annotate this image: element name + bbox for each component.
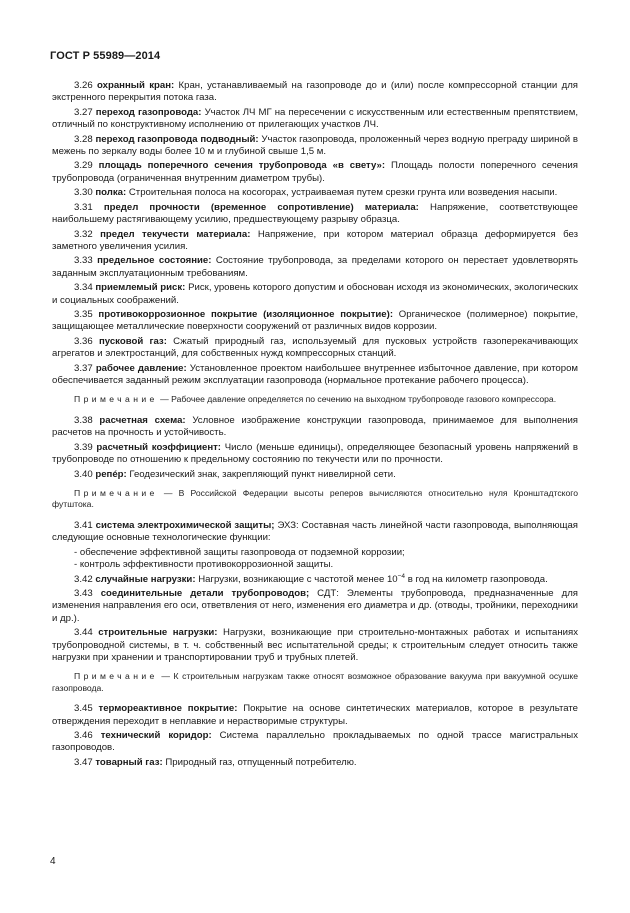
definition-entry <box>52 202 578 227</box>
entry-number: 3.29 <box>74 160 93 172</box>
entry-text: Геодезический знак, закрепляющий пункт нивелирной сети. <box>129 468 396 480</box>
entry-text: Риск, уровень которого допустим и обоснован исходя из экономических, экологических и социальных соображений. <box>52 282 578 306</box>
note-label: Примечание <box>74 487 158 498</box>
entry-term: переход газопровода подводный: <box>95 133 259 145</box>
entry-text: Кран, устанавливаемый на газопроводе до и (или) после компрессорной станции для экстренного перекрытия потока газа. <box>52 80 578 104</box>
entry-text: Участок газопровода, проложенный через водную преграду шириной в межень по зеркалу воды более 10 м и глубиной свыше 1,5 м. <box>52 133 578 157</box>
entry-text: ЭХЗ: Составная часть линейной части газопровода, выполняющая следующие основные технологические функции: <box>52 519 578 544</box>
note-text: — К строительным нагрузкам также относят возможное образование вакуума при вакуумной осушке газопровода. <box>52 671 578 693</box>
definition-entry <box>52 363 578 388</box>
entry-number: 3.46 <box>74 730 93 742</box>
list-item: - контроль эффективности противокоррозионной защиты. <box>74 559 334 571</box>
note-construction-loads <box>52 671 578 694</box>
entry-text: СДТ: Элементы трубопровода, предназначенные для изменения направления его оси, ответвления от него, изменения его диаметра и др. (отводы, тройники, переходники и др.). <box>52 588 578 624</box>
entry-number: 3.39 <box>74 441 93 453</box>
entry-number: 3.37 <box>74 362 93 374</box>
entry-text: Условное изображение конструкции газопровода, принимаемое для выполнения расчетов на прочность и устойчивость. <box>52 414 579 439</box>
entry-number: 3.40 <box>74 468 93 480</box>
entry-number: 3.47 <box>74 756 93 768</box>
entry-term: репéр: <box>95 468 127 480</box>
definition-entry <box>52 255 578 280</box>
entry-text: Участок ЛЧ МГ на пересечении с искусственным или естественным препятствием, отличный по конструктивному исполнению от прилегающих участков ЛЧ. <box>52 106 579 131</box>
entry-term: предельное состояние: <box>97 255 212 267</box>
entry-number: 3.31 <box>74 201 93 213</box>
entry-number: 3.43 <box>74 588 93 600</box>
entry-text-continued: в год на километр газопровода. <box>405 573 548 585</box>
entry-term: предел прочности (временное сопротивление) материала: <box>103 201 419 213</box>
note-working-pressure <box>52 394 578 406</box>
entry-number: 3.33 <box>74 255 93 267</box>
entry-term: полка: <box>95 187 127 199</box>
definition-entry <box>52 309 578 334</box>
entry-term: охранный кран: <box>97 80 175 91</box>
entry-number: 3.42 <box>74 573 93 585</box>
entry-text: Покрытие на основе синтетических материалов, которое в результате отверждения переходит в неплавкие и нерастворимые структуры. <box>52 703 579 727</box>
entry-text: Органическое (полимерное) покрытие, защищающее металлические поверхности сооружений от различных видов коррозии. <box>52 309 579 333</box>
definitions-block-2 <box>52 415 578 481</box>
entry-term: расчетный коэффициент: <box>96 441 222 453</box>
entry-term: рабочее давление: <box>95 362 187 374</box>
definition-entry <box>52 627 578 664</box>
entry-term: случайные нагрузки: <box>95 573 196 585</box>
entry-term: система электрохимической защиты; <box>95 519 275 531</box>
entry-number: 3.34 <box>74 282 93 294</box>
entry-text: Напряжение, при котором материал образца деформируется без заметного увеличения усилия. <box>52 228 578 252</box>
entry-number: 3.45 <box>74 703 93 715</box>
entry-text: Число (меньше единицы), определяющее безопасный уровень напряжений в трубопроводе по отношению к предельному состоянию по текучести или по прочности. <box>52 441 579 466</box>
entry-term: площадь поперечного сечения трубопровода «в свету»: <box>98 160 386 172</box>
entry-term: строительные нагрузки: <box>98 627 218 639</box>
entry-term: противокоррозионное покрытие (изоляционное покрытие): <box>98 309 394 321</box>
entry-text: Площадь полости поперечного сечения трубопровода (ограниченная внутренним диаметром трубы). <box>52 160 578 184</box>
definition-entry <box>52 229 578 254</box>
document-header: ГОСТ Р 55989—2014 <box>50 50 161 62</box>
entry-term: термореактивное покрытие: <box>98 703 238 715</box>
exponent: −4 <box>397 572 406 580</box>
entry-term: соединительные детали трубопроводов; <box>100 588 310 600</box>
entry-term: предел текучести материала: <box>100 228 251 240</box>
entry-text: Сжатый природный газ, используемый для пусковых устройств газоперекачивающих агрегатов и электростанций, для собственных нужд компрессорных станций. <box>52 335 578 360</box>
definition-entry <box>52 757 578 769</box>
definition-entry <box>52 520 578 545</box>
definition-entry <box>52 703 578 728</box>
note-text: — В Российской Федерации высоты реперов вычисляются относительно нуля Кронштадтского футштока. <box>52 487 579 510</box>
entry-number: 3.36 <box>74 335 93 347</box>
entry-number: 3.30 <box>74 187 93 199</box>
definition-entry <box>52 469 578 481</box>
entry-text: Состояние трубопровода, за пределами которого он перестает удовлетворять заданным эксплуатационным требованиям. <box>52 255 578 279</box>
definition-entry <box>52 160 578 185</box>
entry-text: Система параллельно прокладываемых по одной трассе магистральных газопроводов. <box>52 730 578 754</box>
entry-number: 3.44 <box>74 627 93 639</box>
note-label: Примечание <box>74 394 158 405</box>
entry-text: Строительная полоса на косогорах, устраиваемая путем срезки грунта или возведения насыпи. <box>128 187 558 199</box>
definition-entry <box>52 187 578 199</box>
entry-text: Природный газ, отпущенный потребителю. <box>165 756 357 768</box>
entry-number: 3.38 <box>74 414 93 426</box>
entry-number: 3.26 <box>74 80 93 91</box>
entry-term: технический коридор: <box>100 730 212 742</box>
entry-text: Установленное проектом наибольшее внутреннее избыточное давление, при котором обеспечивается заданный режим эксплуатации газопровода (нормальное протекание рабочего процесса). <box>52 362 579 387</box>
definition-entry <box>52 588 578 625</box>
entry-number: 3.32 <box>74 228 93 240</box>
definition-entry <box>52 415 578 440</box>
definition-entry <box>52 282 578 307</box>
definitions-block-4 <box>52 703 578 769</box>
entry-number: 3.35 <box>74 309 93 321</box>
entry-term: расчетная схема: <box>99 414 186 426</box>
definition-entry <box>52 442 578 467</box>
definition-entry <box>52 574 578 586</box>
entry-text: Нагрузки, возникающие с частотой менее 10 <box>198 573 398 585</box>
definition-entry <box>52 336 578 361</box>
entry-term: пусковой газ: <box>98 335 167 347</box>
definitions-block-1 <box>52 80 578 387</box>
note-label: Примечание <box>74 671 158 682</box>
page-number: 4 <box>50 856 56 867</box>
entry-term: товарный газ: <box>95 756 163 768</box>
definition-entry <box>52 107 578 132</box>
entry-text: Нагрузки, возникающие при строительно-монтажных работах и испытаниях трубопроводной системы, в т. ч. собственный вес испытательной среды; к строительным следует относить также нагрузки при хранении и транспортировании труб и трубных плетей. <box>52 627 579 663</box>
definition-entry <box>52 80 578 105</box>
entry-number: 3.27 <box>74 106 93 118</box>
entry-number: 3.41 <box>74 519 93 531</box>
entry-number: 3.28 <box>74 133 93 145</box>
definition-entry <box>52 730 578 755</box>
entry-text: Напряжение, соответствующее наибольшему растягивающему усилию, предшествующему разрыву образца. <box>52 201 578 226</box>
definitions-block-3 <box>52 588 578 664</box>
definition-entry <box>52 134 578 159</box>
document-body <box>52 80 578 771</box>
note-benchmark <box>52 488 578 511</box>
entry-term: приемлемый риск: <box>95 282 186 294</box>
list-item: - обеспечение эффективной защиты газопровода от подземной коррозии; <box>74 546 405 558</box>
note-text: — Рабочее давление определяется по сечению на выходном трубопроводе газового компрессора. <box>160 394 557 405</box>
entry-term: переход газопровода: <box>95 106 202 118</box>
